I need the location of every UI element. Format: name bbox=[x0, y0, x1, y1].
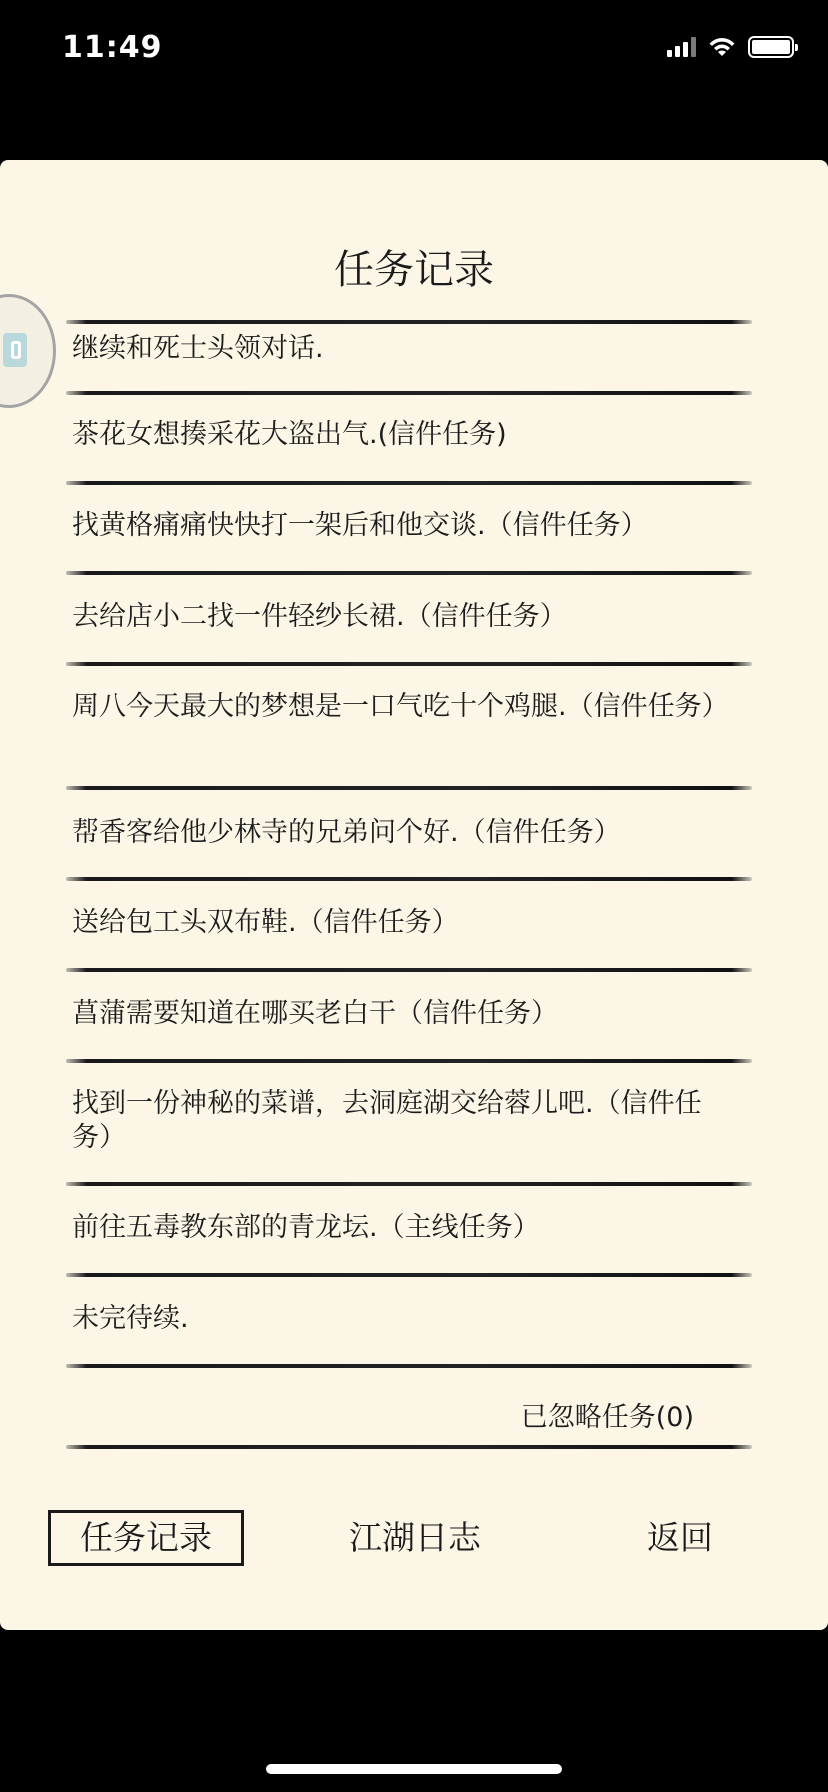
divider bbox=[66, 968, 752, 972]
divider bbox=[66, 320, 752, 324]
task-item[interactable]: 找到一份神秘的菜谱，去洞庭湖交给蓉儿吧.（信件任务） bbox=[72, 1088, 702, 1153]
divider bbox=[66, 662, 752, 666]
divider bbox=[66, 571, 752, 575]
task-item[interactable]: 找黄格痛痛快快打一架后和他交谈.（信件任务） bbox=[72, 510, 648, 541]
task-item[interactable]: 周八今天最大的梦想是一口气吃十个鸡腿.（信件任务） bbox=[72, 691, 729, 722]
panel-title: 任务记录 bbox=[334, 247, 494, 293]
tab-journal[interactable]: 江湖日志 bbox=[349, 1518, 481, 1557]
task-item[interactable]: 帮香客给他少林寺的兄弟问个好.（信件任务） bbox=[72, 817, 621, 848]
status-time: 11:49 bbox=[62, 30, 163, 65]
divider bbox=[66, 481, 752, 485]
quest-log-panel bbox=[0, 160, 828, 1630]
home-indicator[interactable] bbox=[266, 1764, 562, 1774]
battery-icon bbox=[748, 36, 794, 58]
task-item[interactable]: 继续和死士头领对话. bbox=[72, 333, 324, 364]
character-avatar-icon[interactable] bbox=[0, 294, 56, 408]
divider bbox=[66, 1364, 752, 1368]
ignored-tasks-link[interactable]: 已忽略任务(0) bbox=[520, 1402, 694, 1433]
status-bar bbox=[0, 0, 828, 100]
back-button[interactable]: 返回 bbox=[647, 1518, 713, 1557]
tab-quest-log[interactable]: 任务记录 bbox=[48, 1510, 244, 1566]
task-item[interactable]: 菖蒲需要知道在哪买老白干（信件任务） bbox=[72, 998, 558, 1029]
divider bbox=[66, 1273, 752, 1277]
task-item[interactable]: 去给店小二找一件轻纱长裙.（信件任务） bbox=[72, 601, 567, 632]
divider bbox=[66, 391, 752, 395]
divider bbox=[66, 1182, 752, 1186]
cellular-signal-icon bbox=[667, 37, 696, 57]
wifi-icon bbox=[708, 36, 736, 58]
task-item[interactable]: 送给包工头双布鞋.（信件任务） bbox=[72, 907, 459, 938]
divider bbox=[66, 1445, 752, 1449]
status-icons bbox=[667, 36, 794, 58]
task-item[interactable]: 茶花女想揍采花大盗出气.(信件任务) bbox=[72, 419, 507, 450]
divider bbox=[66, 877, 752, 881]
task-item[interactable]: 前往五毒教东部的青龙坛.（主线任务） bbox=[72, 1212, 540, 1243]
divider bbox=[66, 1059, 752, 1063]
divider bbox=[66, 786, 752, 790]
task-item[interactable]: 未完待续. bbox=[72, 1303, 189, 1334]
